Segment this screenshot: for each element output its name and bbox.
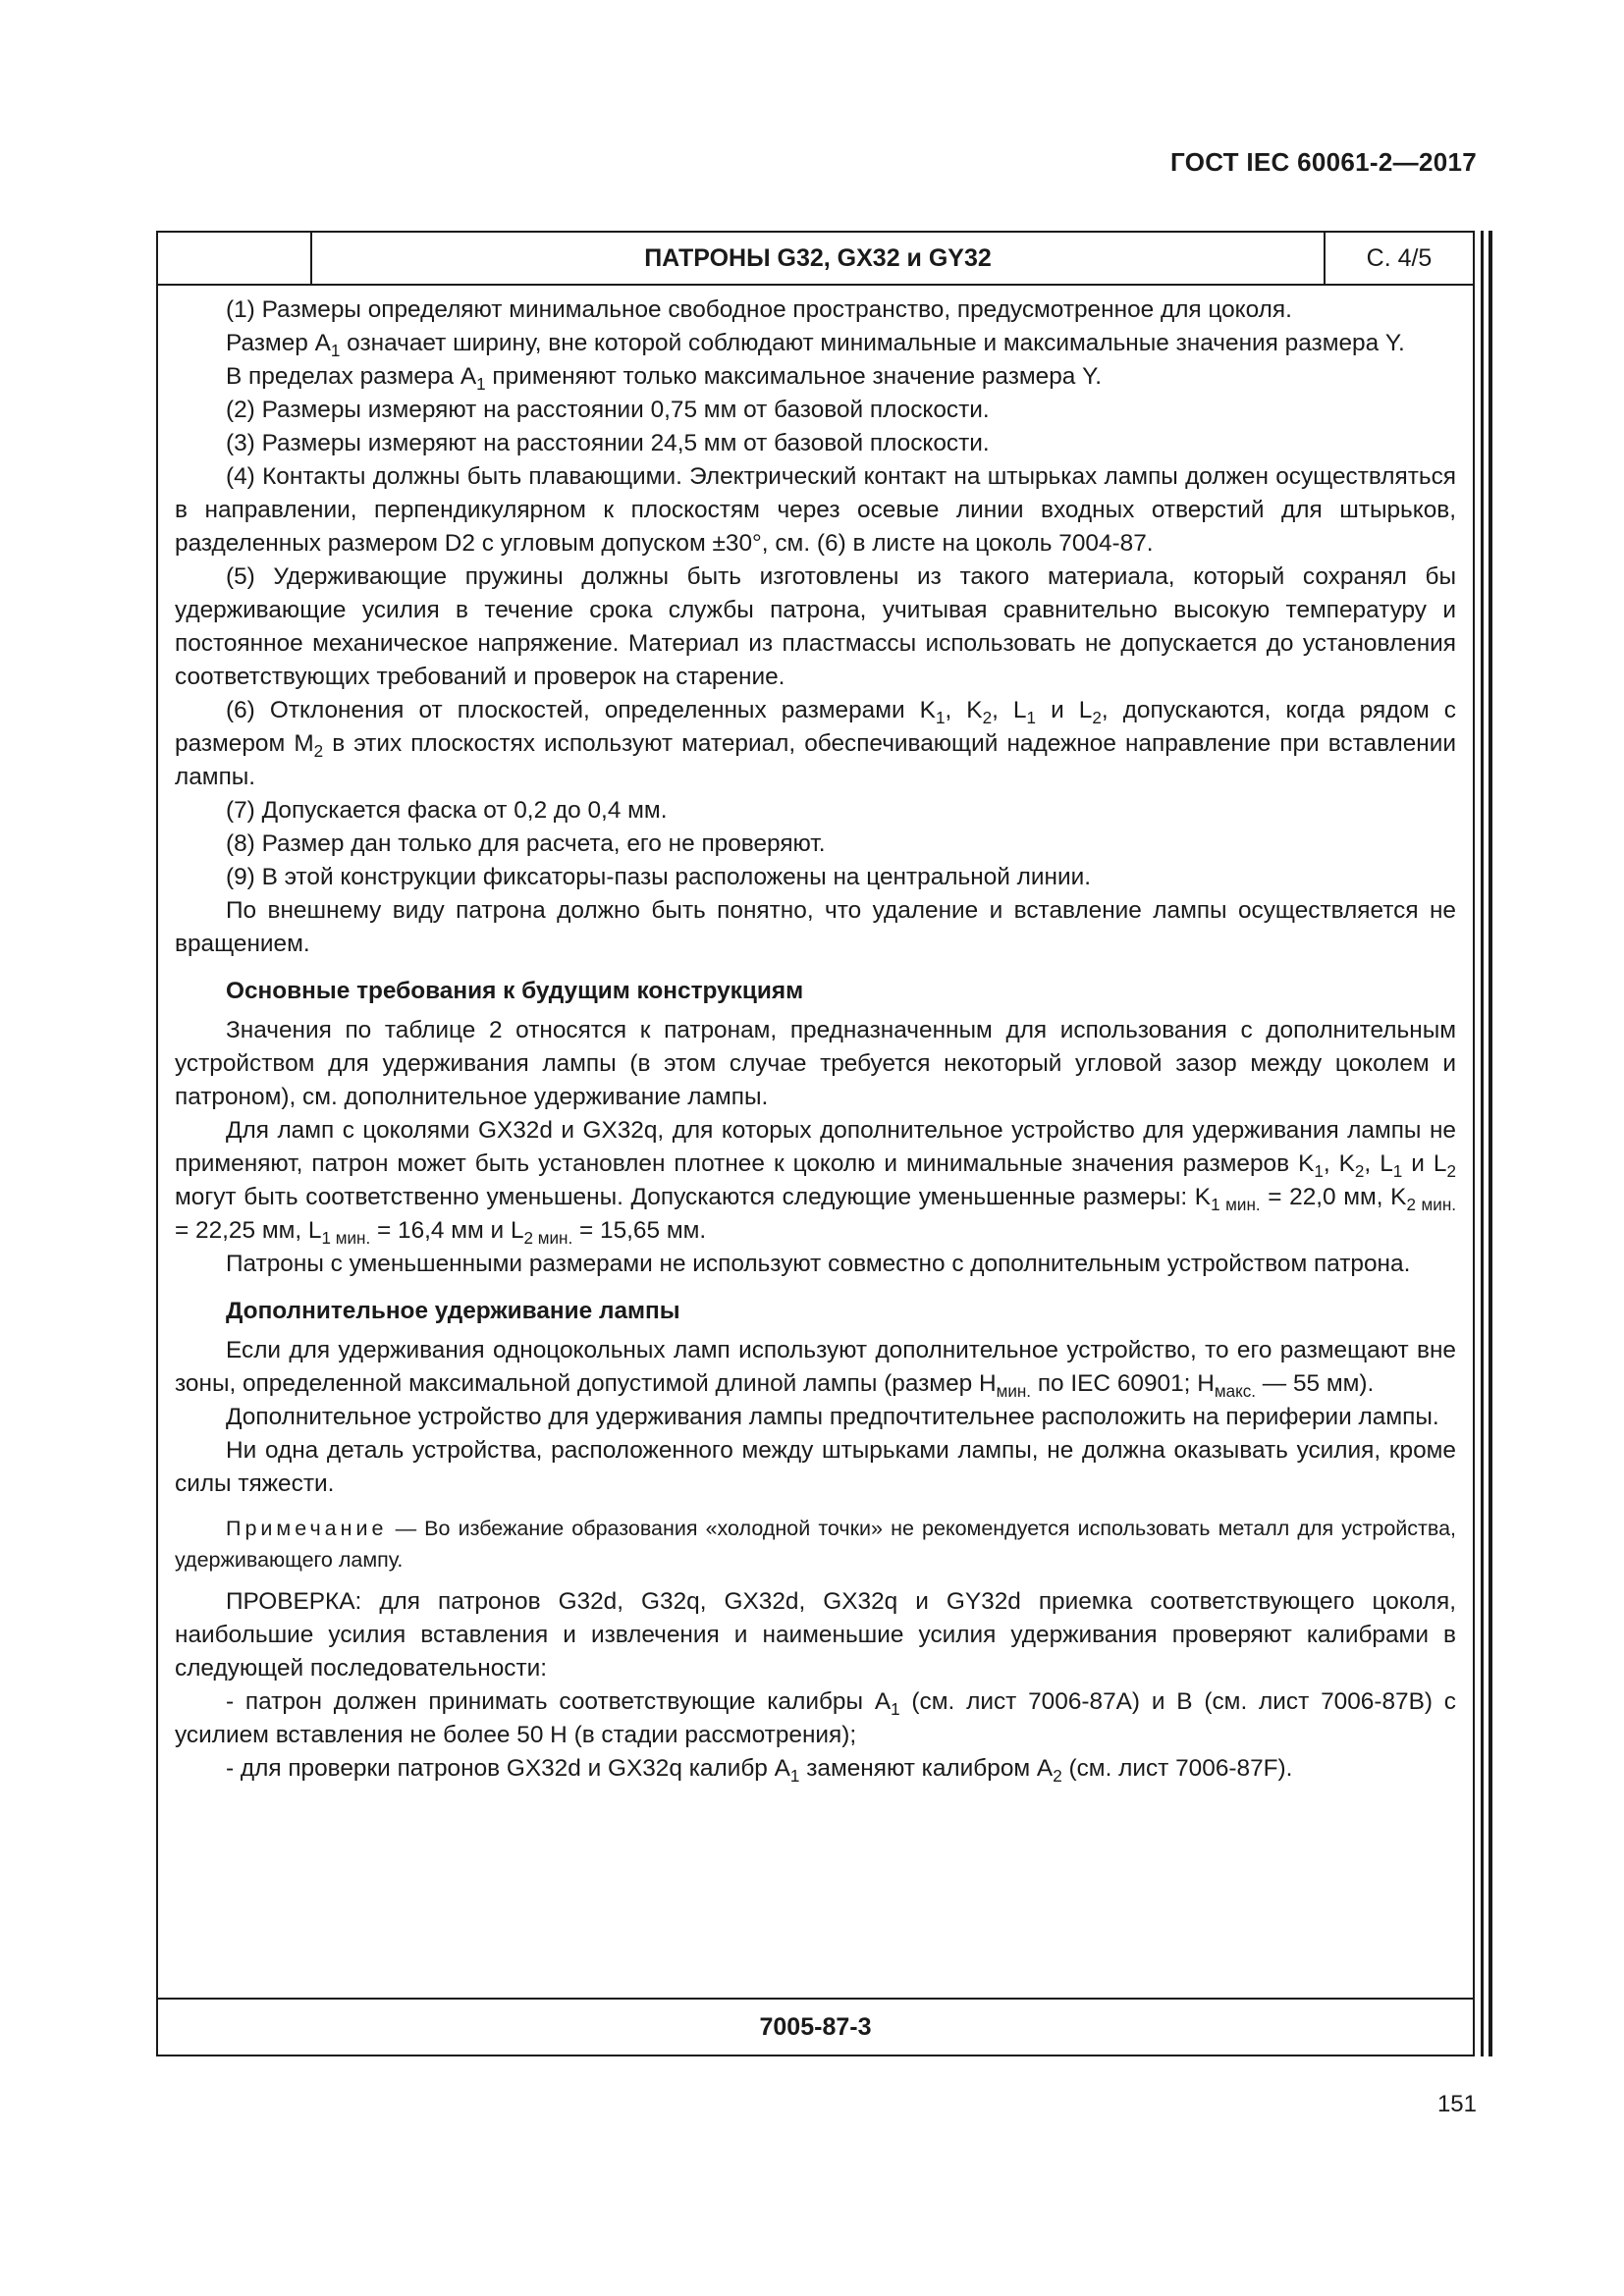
note-4: (4) Контакты должны быть плавающими. Электрический контакт на штырьках лампы должен осуществляться в направлении, перпендикулярном к плоскостям через осевые линии входных отверстий для штырьков, разделенных размером D2 с угловым допуском ±30°, см. (6) в листе на цоколь 7004-87. — [175, 463, 1456, 557]
future-paragraph-1: Значения по таблице 2 относятся к патронам, предназначенным для использования с дополнительным устройством для удерживания лампы (в этом случае требуется некоторый угловой зазор между цоколем и патроном), см. дополнительное удерживание лампы. — [175, 1017, 1456, 1110]
frame-edge-rule-1 — [1481, 231, 1484, 2056]
retention-heading: Дополнительное удерживание лампы — [226, 1298, 680, 1324]
note-9: (9) В этой конструкции фиксаторы-пазы расположены на центральной линии. — [226, 864, 1092, 890]
note-5: (5) Удерживающие пружины должны быть изготовлены из такого материала, который сохранял бы удерживающие усилия в течение срока службы патрона, учитывая сравнительно высокую температуру и постоянное механическое напряжение. Материал из пластмассы использовать не допускается до установления соответствующих требований и проверок на старение. — [175, 563, 1456, 690]
future-designs-heading: Основные требования к будущим конструкциям — [226, 978, 804, 1004]
retention-paragraph-1: Если для удерживания одноцокольных ламп используют дополнительное устройство, то его размещают вне зоны, определенной максимальной допустимой длиной лампы (размер $H_{мин.}$ по IEC 60901; $H_{макс.}$ — 55 мм). — [175, 1337, 1456, 1401]
retention-note: Примечание — Во избежание образования «холодной точки» не рекомендуется использовать металл для устройства, удерживающего лампу. — [175, 1517, 1456, 1572]
note-1c: В пределах размера $A_1$ применяют только максимальное значение размера Y. — [226, 363, 1103, 394]
note-8: (8) Размер дан только для расчета, его не проверяют. — [226, 830, 826, 857]
frame-edge-rule-2 — [1489, 231, 1492, 2056]
header-empty-cell — [158, 233, 312, 284]
check-item-1: - патрон должен принимать соответствующие калибры $A_1$ (см. лист 7006-87A) и B (см. лист 7006-87B) с усилием вставления не более 50 Н (в стадии рассмотрения); — [175, 1688, 1456, 1748]
sheet-header — [158, 233, 1473, 286]
note-2: (2) Размеры измеряют на расстоянии 0,75 мм от базовой плоскости. — [226, 397, 990, 423]
future-paragraph-3: Патроны с уменьшенными размерами не используют совместно с дополнительным устройством патрона. — [226, 1251, 1411, 1277]
document-code: ГОСТ IEC 60061-2—2017 — [1170, 147, 1477, 177]
sheet-page-ref: С. 4/5 — [1366, 243, 1433, 272]
note-6: (6) Отклонения от плоскостей, определенных размерами $K_1$, $K_2$, $L_1$ и $L_2$, допускаются, когда рядом с размером $M_2$ в этих плоскостях используют материал, обеспечивающий надежное направление при вставлении лампы. — [175, 697, 1456, 790]
note-label: Примечание — [226, 1517, 388, 1540]
note-7: (7) Допускается фаска от 0,2 до 0,4 мм. — [226, 797, 668, 824]
note-1b: Размер $A_1$ означает ширину, вне которой соблюдают минимальные и максимальные значения размера Y. — [226, 330, 1405, 360]
check-item-2: - для проверки патронов GX32d и GX32q калибр $A_1$ заменяют калибром $A_2$ (см. лист 7006-87F). — [226, 1755, 1293, 1786]
sheet-title: ПАТРОНЫ G32, GX32 и GY32 — [312, 233, 1326, 284]
check-paragraph: ПРОВЕРКА: для патронов G32d, G32q, GX32d, GX32q и GY32d приемка соответствующего цоколя, наибольшие усилия вставления и извлечения и наименьшие усилия удерживания проверяют калибрами в следующей последовательности: — [175, 1588, 1456, 1682]
page-number: 151 — [1436, 2091, 1477, 2117]
retention-paragraph-3: Ни одна деталь устройства, расположенного между штырьками лампы, не должна оказывать усилия, кроме силы тяжести. — [175, 1437, 1456, 1497]
sheet-content — [175, 294, 1456, 1786]
future-paragraph-2: Для ламп с цоколями GX32d и GX32q, для которых дополнительное устройство для удерживания лампы не применяют, патрон может быть установлен плотнее к цоколю и минимальные значения размеров $K_1$, $K_2$, $L_1$ и $L_2$ могут быть соответственно уменьшены. Допускаются следующие уменьшенные размеры: $K_{1 мин.} = 22,0$ мм, $K_{2 мин.} = 22,25$ мм, $L_{1 мин.} = 16,4$ мм и $L_{2 мин.} = 15,65$ мм. — [175, 1117, 1457, 1248]
note-10: По внешнему виду патрона должно быть понятно, что удаление и вставление лампы осуществляется не вращением. — [175, 897, 1456, 957]
note-1: (1) Размеры определяют минимальное свободное пространство, предусмотренное для цоколя. — [226, 296, 1292, 323]
sheet-frame — [156, 231, 1475, 2056]
note-3: (3) Размеры измеряют на расстоянии 24,5 мм от базовой плоскости. — [226, 430, 990, 456]
retention-paragraph-2: Дополнительное устройство для удерживания лампы предпочтительнее расположить на периферии лампы. — [226, 1404, 1439, 1430]
sheet-footer-code: 7005-87-3 — [158, 1998, 1473, 2055]
